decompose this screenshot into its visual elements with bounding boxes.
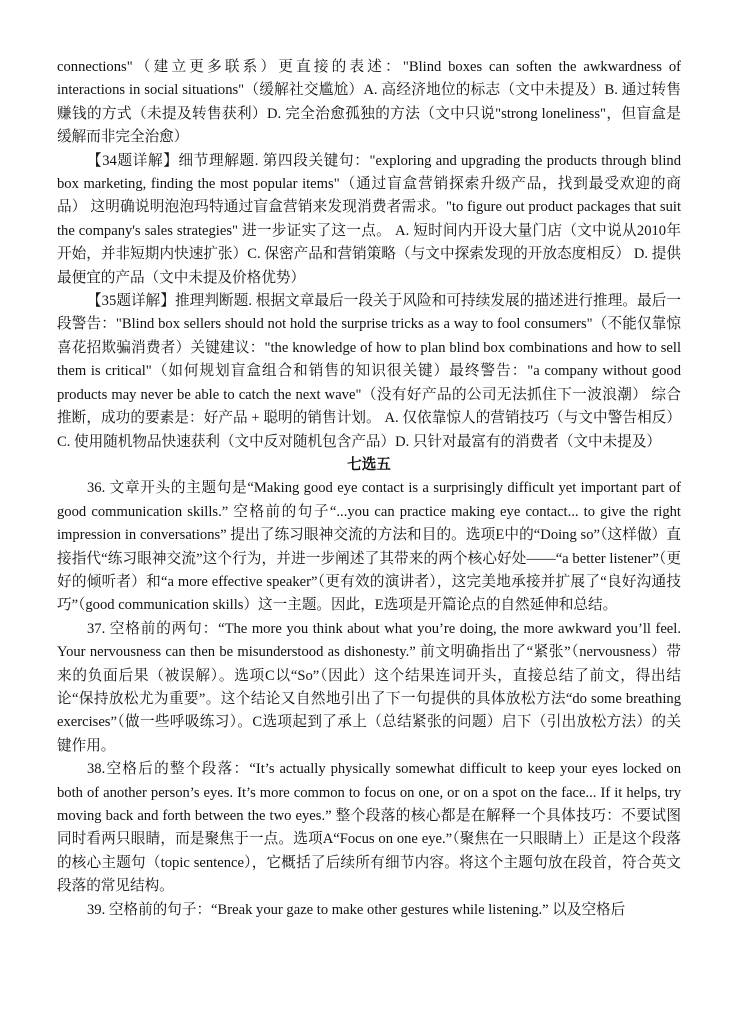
paragraph-36-explanation: 36. 文章开头的主题句是“Making good eye contact is a surprisingly difficult yet important part of good communication skills.” 空格前的句子“...you can practice making eye contact... to give the right impression in conversations” 提出了练习眼神交流的方法和目的。选项E中的“Doing so”（这样做）直接指代“练习眼神交流”这个行为，并进一步阐述了其带来的两个核心好处——“a better listener”（更好的倾听者）和“a more effective speaker”（更有效的演讲者），这完美地承接并扩展了“良好沟通技巧”（good communication skills）这一主题。因此，E选项是开篇论点的自然延伸和总结。 [57, 480, 681, 614]
paragraph-37-explanation: 37. 空格前的两句：“The more you think about what you’re doing, the more awkward you’ll feel. Your nervousness can then be misunderstood as dishonesty.” 前文明确指出了“紧张”（nervousness）带来的负面后果（被误解）。选项C以“So”（因此）这个结果连词开头，直接总结了前文，得出结论“保持放松尤为重要”。这个结论又自然地引出了下一句提供的具体放松方法“do some breathing exercises”（做一些呼吸练习）。C选项起到了承上（总结紧张的问题）启下（引出放松方法）的关键作用。 [57, 620, 681, 754]
paragraph-35-explanation: 【35题详解】推理判断题. 根据文章最后一段关于风险和可持续发展的描述进行推理。最后一段警告："Blind box sellers should not hold the surprise tricks as a way to fool consumers"（不能仅靠惊喜花招欺骗消费者）关键建议："the knowledge of how to plan blind box combinations and how to sell them is critical"（如何规划盲盒组合和销售的知识很关键）最终警告："a company without good products may never be able to catch the next wave"（没有好产品的公司无法抓住下一波浪潮） 综合推断，成功的要素是：好产品 + 聪明的销售计划。 A. 仅依靠惊人的营销技巧（与文中警告相反） C. 使用随机物品快速获利（文中反对随机包含产品）D. 只针对最富有的消费者（文中未提及） [57, 293, 681, 450]
document-page [57, 56, 681, 922]
section-heading: 七选五 [347, 456, 391, 473]
paragraph-34-explanation: 【34题详解】细节理解题. 第四段关键句："exploring and upgrading the products through blind box marketing, finding the most popular items"（通过盲盒营销探索升级产品，找到最受欢迎的商品） 这明确说明泡泡玛特通过盲盒营销来发现消费者需求。"to figure out product packages that suit the company's sales strategies" 进一步证实了这一点。 A. 短时间内开设大量门店（文中说从2010年开始，并非短期内快速扩张）C. 保密产品和营销策略（与文中探索发现的开放态度相反） D. 提供最便宜的产品（文中未提及价格优势） [57, 152, 681, 286]
paragraph-39-explanation: 39. 空格前的句子：“Break your gaze to make other gestures while listening.” 以及空格后 [87, 901, 626, 918]
paragraph-38-explanation: 38.空格后的整个段落：“It’s actually physically somewhat difficult to keep your eyes locked on both of another person’s eyes. It’s more common to focus on one, or on a spot on the face... If it helps, try moving back and forth between the two eyes.” 整个段落的核心都是在解释一个具体技巧：不要试图同时看两只眼睛，而是聚焦于一点。选项A“Focus on one eye.”（聚焦在一只眼睛上）正是这个段落的核心主题句（topic sentence），它概括了后续所有细节内容。将这个主题句放在段首，符合英文段落的常见结构。 [57, 761, 681, 895]
paragraph-33-continuation: connections"（建立更多联系）更直接的表述："Blind boxes can soften the awkwardness of interactions in social situations"（缓解社交尴尬）A. 高经济地位的标志（文中未提及）B. 通过转售赚钱的方式（未提及转售获利）D. 完全治愈孤独的方法（文中只说"strong loneliness"，但盲盒是缓解而非完全治愈） [57, 59, 681, 146]
